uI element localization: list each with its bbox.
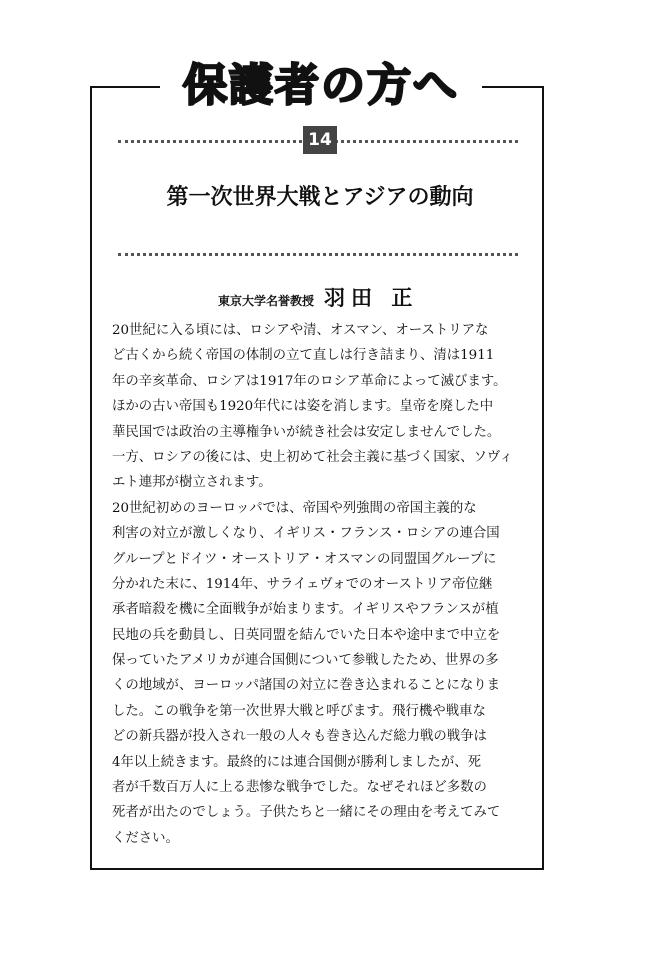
article-number-badge: 14 (303, 126, 337, 154)
article-body (112, 318, 522, 851)
body-line: ください。 (112, 830, 179, 846)
body-line: 年の辛亥革命、ロシアは1917年のロシア革命によって滅びます。 (112, 373, 507, 389)
body-line: 保っていたアメリカが連合国側について参戦したため、世界の多 (112, 653, 499, 669)
body-line: 民地の兵を動員し、日英同盟を結んでいた日本や途中まで中立を (112, 627, 501, 643)
body-line: ほかの古い帝国も1920年代には姿を消します。皇帝を廃した中 (112, 399, 494, 415)
body-line: くの地域が、ヨーロッパ諸国の対立に巻き込まれることになりま (112, 678, 501, 694)
body-line: エト連邦が樹立されます。 (112, 475, 272, 491)
page-header-title: 保護者の方へ (160, 56, 482, 116)
body-line: 20世紀初めのヨーロッパでは、帝国や列強間の帝国主義的な (112, 500, 477, 516)
dotted-divider-bottom (118, 253, 518, 256)
body-line: 一方、ロシアの後には、史上初めて社会主義に基づく国家、ソヴィ (112, 449, 513, 465)
body-line: 承者暗殺を機に全面戦争が始まります。イギリスやフランスが植 (112, 602, 499, 618)
author-name: 羽田 正 (324, 286, 419, 310)
body-line: 華民国では政治の主導権争いが続き社会は安定しませんでした。 (112, 424, 501, 440)
article-title (118, 180, 522, 211)
body-line: ど古くから続く帝国の体制の立て直しは行き詰まり、清は1911 (112, 348, 495, 364)
article-title-text: 第一次世界大戦とアジアの動向 (166, 185, 474, 210)
body-line: 分かれた末に、1914年、サライェヴォでのオーストリア帝位継 (112, 576, 493, 592)
body-line: 死者が出たのでしょう。子供たちと一緒にその理由を考えてみて (112, 805, 501, 821)
body-line: 者が千数百万人に上る悲惨な戦争でした。なぜそれほど多数の (112, 780, 487, 796)
author-byline (218, 282, 418, 312)
body-line: グループとドイツ・オーストリア・オスマンの同盟国グループに (112, 551, 497, 567)
body-line: 4年以上続きます。最終的には連合国側が勝利しましたが、死 (112, 754, 481, 770)
author-affiliation: 東京大学名誉教授 (218, 294, 315, 308)
body-line: した。この戦争を第一次世界大戦と呼びます。飛行機や戦車な (112, 703, 486, 719)
body-line: どの新兵器が投入され一般の人々も巻き込んだ総力戦の戦争は (112, 729, 487, 745)
body-line: 20世紀に入る頃には、ロシアや清、オスマン、オーストリアな (112, 323, 489, 338)
body-line: 利害の対立が激しくなり、イギリス・フランス・ロシアの連合国 (112, 526, 500, 542)
